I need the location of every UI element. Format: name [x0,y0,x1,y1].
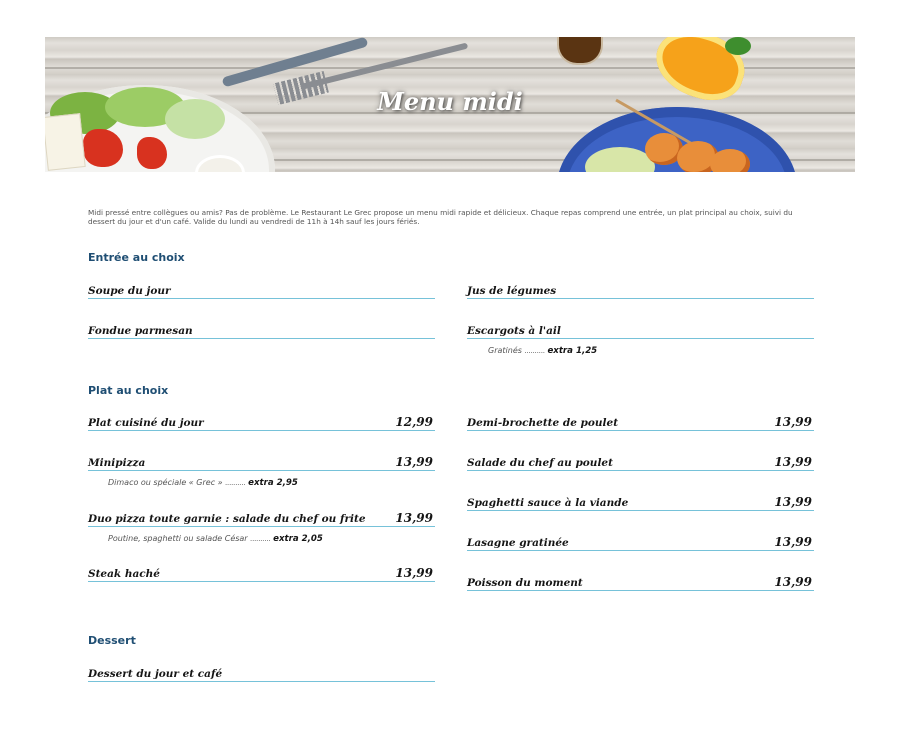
menu-item-name: Escargots à l'ail [467,325,561,337]
menu-item-name: Lasagne gratinée [467,537,569,549]
menu-item [88,664,435,682]
menu-item [88,564,435,582]
menu-item-price: 13,99 [395,566,433,580]
option-extra-price: extra 2,95 [248,478,298,488]
menu-item-name: Plat cuisiné du jour [88,417,204,429]
option-extra-price: extra 1,25 [547,346,598,356]
menu-item-price: 12,99 [395,415,433,429]
option-dots: .......... [225,478,246,487]
menu-item-price: 13,99 [395,455,433,469]
option-dots: .......... [250,534,271,543]
menu-item-name: Dessert du jour et café [88,668,223,680]
menu-item [467,573,814,591]
menu-item-price: 13,99 [774,535,812,549]
menu-item-name: Steak haché [88,568,160,580]
shrimp-image [710,149,750,172]
menu-item [467,493,814,511]
menu-item [88,509,435,527]
menu-item-price: 13,99 [774,415,812,429]
menu-item-name: Jus de légumes [467,285,557,297]
herb-image [725,37,751,55]
menu-item [467,413,814,431]
menu-item [88,321,435,339]
feta-image [45,113,86,171]
menu-item-name: Minipizza [88,457,146,469]
option-label: Poutine, spaghetti ou salade César [108,534,248,543]
menu-item-name: Duo pizza toute garnie : salade du chef ou frite [88,513,366,525]
option-label: Gratinés [488,346,522,355]
option-extra-price: extra 2,05 [273,534,323,544]
menu-banner [45,37,855,172]
menu-item-name: Poisson du moment [467,577,583,589]
menu-item [467,453,814,471]
section-title-dessert: Dessert [88,634,136,647]
option-label: Dimaco ou spéciale « Grec » [108,478,223,487]
section-title-plat: Plat au choix [88,384,169,397]
menu-item [88,281,435,299]
menu-item-option [108,534,323,544]
menu-item-name: Soupe du jour [88,285,171,297]
menu-item [88,413,435,431]
menu-item-name: Spaghetti sauce à la viande [467,497,629,509]
menu-item-name: Fondue parmesan [88,325,193,337]
menu-item [88,453,435,471]
menu-item [467,533,814,551]
menu-item-option [488,346,597,356]
oil-cruet-image [557,37,603,65]
menu-item-price: 13,99 [774,575,812,589]
menu-item-name: Salade du chef au poulet [467,457,613,469]
menu-item-price: 13,99 [395,511,433,525]
menu-item-price: 13,99 [774,455,812,469]
tomato-image [83,129,123,167]
option-dots: .......... [524,346,545,355]
menu-item-name: Demi-brochette de poulet [467,417,619,429]
menu-title: Menu midi [377,87,523,116]
menu-item-price: 13,99 [774,495,812,509]
menu-item-option [108,478,298,488]
tomato-image [137,137,167,169]
section-title-entree: Entrée au choix [88,251,185,264]
menu-intro-text: Midi pressé entre collègues ou amis? Pas de problème. Le Restaurant Le Grec propose un menu midi rapide et délicieux. Chaque repas comprend une entrée, un plat principal au choix, suivi du dessert du jour et d'un café. Valide du lundi au vendredi de 11h à 14h sauf les jours fériés. [88,208,793,226]
menu-item [467,321,814,339]
menu-item [467,281,814,299]
